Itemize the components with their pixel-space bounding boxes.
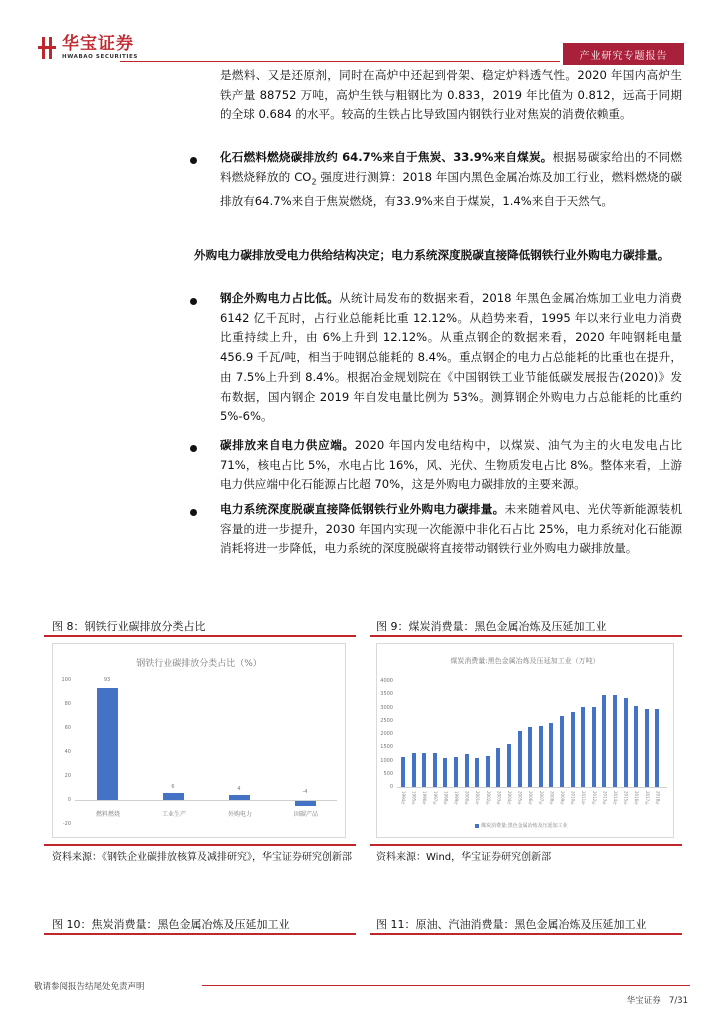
bar-year [496,748,500,787]
bar-carbon-fixed [295,801,316,806]
bar-year [443,758,447,787]
bar-year [645,709,649,787]
x-tick-label: 2005年 [517,791,523,806]
x-tick-label: 1995年 [411,791,417,806]
x-tick-label: 2004年 [507,791,512,806]
y-tick-label: 2000 [380,731,393,737]
bullet-power-supply: 碳排放来自电力供应端。2020 年国内发电结构中，以煤炭、油气为主的火电发电占比 71%，核电占比 5%，水电占比 16%，风、光伏、生物质发电占比 8%。整体来看，上游电力供应端中化石能源占比超 70%，这是外购电力碳排放的主要来源。 [220,438,682,492]
company-logo [38,33,138,63]
figure-11-title: 图 11：原油、汽油消费量：黑色金属冶炼及压延加工业 [376,918,647,931]
y-tick-label: 1000 [380,757,393,764]
page-number: 7/31 [668,996,688,1006]
bar-year [507,744,511,787]
bullet-decarbonization: 电力系统深度脱碳直接降低钢铁行业外购电力碳排量。未来随着风电、光伏等新能源装机容量的进一步提升，2030 年国内实现一次能源中非化石占比 25%，电力系统对化石能源消耗将进一步降低，电力系统的深度脱碳将直接带动钢铁行业外购电力碳排放量。 [220,502,682,556]
y-tick-label: 3500 [380,691,393,698]
bar-year [528,727,532,787]
bar-electricity [229,795,250,800]
chart-coal-consumption [376,643,674,838]
x-tick-label: 1997年 [432,791,438,806]
x-tick-label: 2003年 [496,791,502,806]
figure-8-title: 图 8：钢铁行业碳排放分类占比 [52,620,206,633]
section-heading: 外购电力碳排放受电力供给结构决定；电力系统深度脱碳直接降低钢铁行业外购电力碳排量。 [194,248,670,262]
x-tick-label: 2018年 [655,791,661,806]
x-tick-label: 2008年 [549,791,555,806]
y-tick-label: 2500 [380,717,393,724]
legend-swatch-icon [475,824,479,828]
bar-fuel [97,688,118,800]
bullet-fossil-fuel: 化石燃料燃烧碳排放约 64.7%来自于焦炭、33.9%来自煤炭。根据易碳家给出的不同燃料燃烧释放的 $CO_2$ 强度进行测算：2018 年国内黑色金属冶炼及加工行业，燃料燃烧的碳排放有64.7%来自于焦炭燃烧，有33.9%来自于煤炭，1.4%来自于天然气。 [220,150,682,208]
bullet-icon [190,157,197,164]
chart-title: 煤炭消费量:黑色金属冶炼及压延加工业（万吨） [450,657,600,665]
x-tick-label: 2011年 [581,791,587,806]
footer-divider [202,985,690,986]
x-tick-label: 1999年 [454,791,459,806]
figure-9-rule [370,635,682,637]
x-tick-label: 2013年 [602,791,608,806]
report-type-tag: 产业研究专题报告 [563,43,684,65]
bar-year [486,756,490,787]
header-divider [120,61,560,62]
bar-year [454,757,458,787]
bar-year [655,709,659,787]
bar-year [592,707,596,787]
y-tick-label: 0 [389,784,393,790]
x-tick-label: 2009年 [560,791,565,806]
figure-9-bottom-rule [370,844,682,846]
footer-brand: 华宝证券 [626,996,661,1006]
footer-page-info [627,994,688,1006]
paragraph-continued: 是燃料、又是还原剂，同时在高炉中还起到骨架、稳定炉料透气性。2020 年国内高炉生铁产量 88752 万吨，高炉生铁与粗钢比为 0.833，2019 年比值为 0.812，远高于同期的全球 0.684 的水平。较高的生铁占比导致国内钢铁行业对焦炭的消费依赖重。 [220,68,682,122]
bar-year [475,758,479,787]
y-tick-label: 1500 [380,744,393,751]
figure-9-source: 资料来源：Wind，华宝证券研究创新部 [376,852,552,863]
x-tick-label: 2007年 [538,791,544,806]
figure-11-rule [370,933,682,935]
bar-year [602,695,606,787]
figure-10-rule [44,933,356,935]
page-header [0,0,724,70]
x-tick-label: 1996年 [422,791,428,806]
y-tick-label: 3000 [380,704,393,711]
logo-icon [38,37,56,59]
x-tick-label: 2014年 [613,791,618,806]
bar-year [412,753,416,787]
bar-industrial [163,793,184,800]
figure-8-rule [44,635,356,637]
bar-year [634,706,638,787]
footer-disclaimer: 敬请参阅报告结尾处免责声明 [34,982,145,992]
bar-year [539,726,543,787]
figure-9-title: 图 9：煤炭消费量：黑色金属冶炼及压延加工业 [376,620,607,633]
bar-year [465,754,469,787]
x-tick-label: 2000年 [464,791,470,806]
bar-year [581,707,585,787]
chart-legend: 煤炭消费量:黑色金属冶炼及压延加工业 [475,822,568,829]
bar-year [401,757,405,787]
y-tick-label: 500 [383,770,393,777]
bar-year [433,753,437,787]
bar-year [422,753,426,787]
x-tick-label: 1994年 [401,791,406,806]
x-tick-label: 2002年 [485,791,491,806]
x-tick-label: 2010年 [570,791,576,806]
bar-year [613,695,617,787]
figure-10-title: 图 10：焦炭消费量：黑色金属冶炼及压延加工业 [52,918,290,931]
x-tick-label: 2001年 [475,791,481,806]
x-tick-label: 2016年 [634,791,640,806]
x-tick-label: 2017年 [644,791,650,806]
bar-year [560,716,564,787]
chart-steel-emissions: 钢铁行业碳排放分类占比（%） 100 80 60 40 20 0 -20 93 6 4 -4 燃料燃烧 工业生产 外购电力 固碳产品 [52,643,346,838]
x-tick-label: 1998年 [443,791,449,806]
bar-year [518,731,522,787]
x-tick-label: 2012年 [591,791,597,806]
chart-title: 钢铁行业碳排放分类占比（%） [136,659,262,669]
bar-year [549,723,553,787]
x-tick-label: 2006年 [528,791,534,806]
logo-en-text: HWABAO SECURITIES [62,54,138,60]
bullet-purchased-power: 钢企外购电力占比低。从统计局发布的数据来看，2018 年黑色金属冶炼加工业电力消费 6142 亿千瓦时，占行业总能耗比重 12.12%。从趋势来看，1995 年以来行业电力消费比重持续上升，由 6%上升到 12.12%。从重点钢企的数据来看，2020 年吨钢耗电量 456.9 千瓦/吨，相当于吨钢总能耗的 8.4%。重点钢企的电力占总能耗的比重也在提升，由 7.5%上升到 8.4%。根据冶金规划院在《中国钢铁工业节能低碳发展报告(2020)》发布数据，国内钢企 2019 年自发电量比例为 53%。测算钢企外购电力占总能耗的比重约 5%-6%。 [220,291,682,424]
x-axis [397,787,667,788]
bar-year [624,698,628,787]
figure-8-bottom-rule [44,844,356,846]
bullet-icon [190,509,197,516]
bullet-icon [190,298,197,305]
figure-8-source: 资料来源：《钢铁企业碳排放核算及减排研究》，华宝证券研究创新部 [52,852,352,863]
x-tick-label: 2015年 [623,791,629,806]
bar-year [571,712,575,787]
logo-cn-text: 华宝证券 [62,34,134,54]
y-tick-label: 4000 [380,678,393,684]
bullet-icon [190,445,197,452]
